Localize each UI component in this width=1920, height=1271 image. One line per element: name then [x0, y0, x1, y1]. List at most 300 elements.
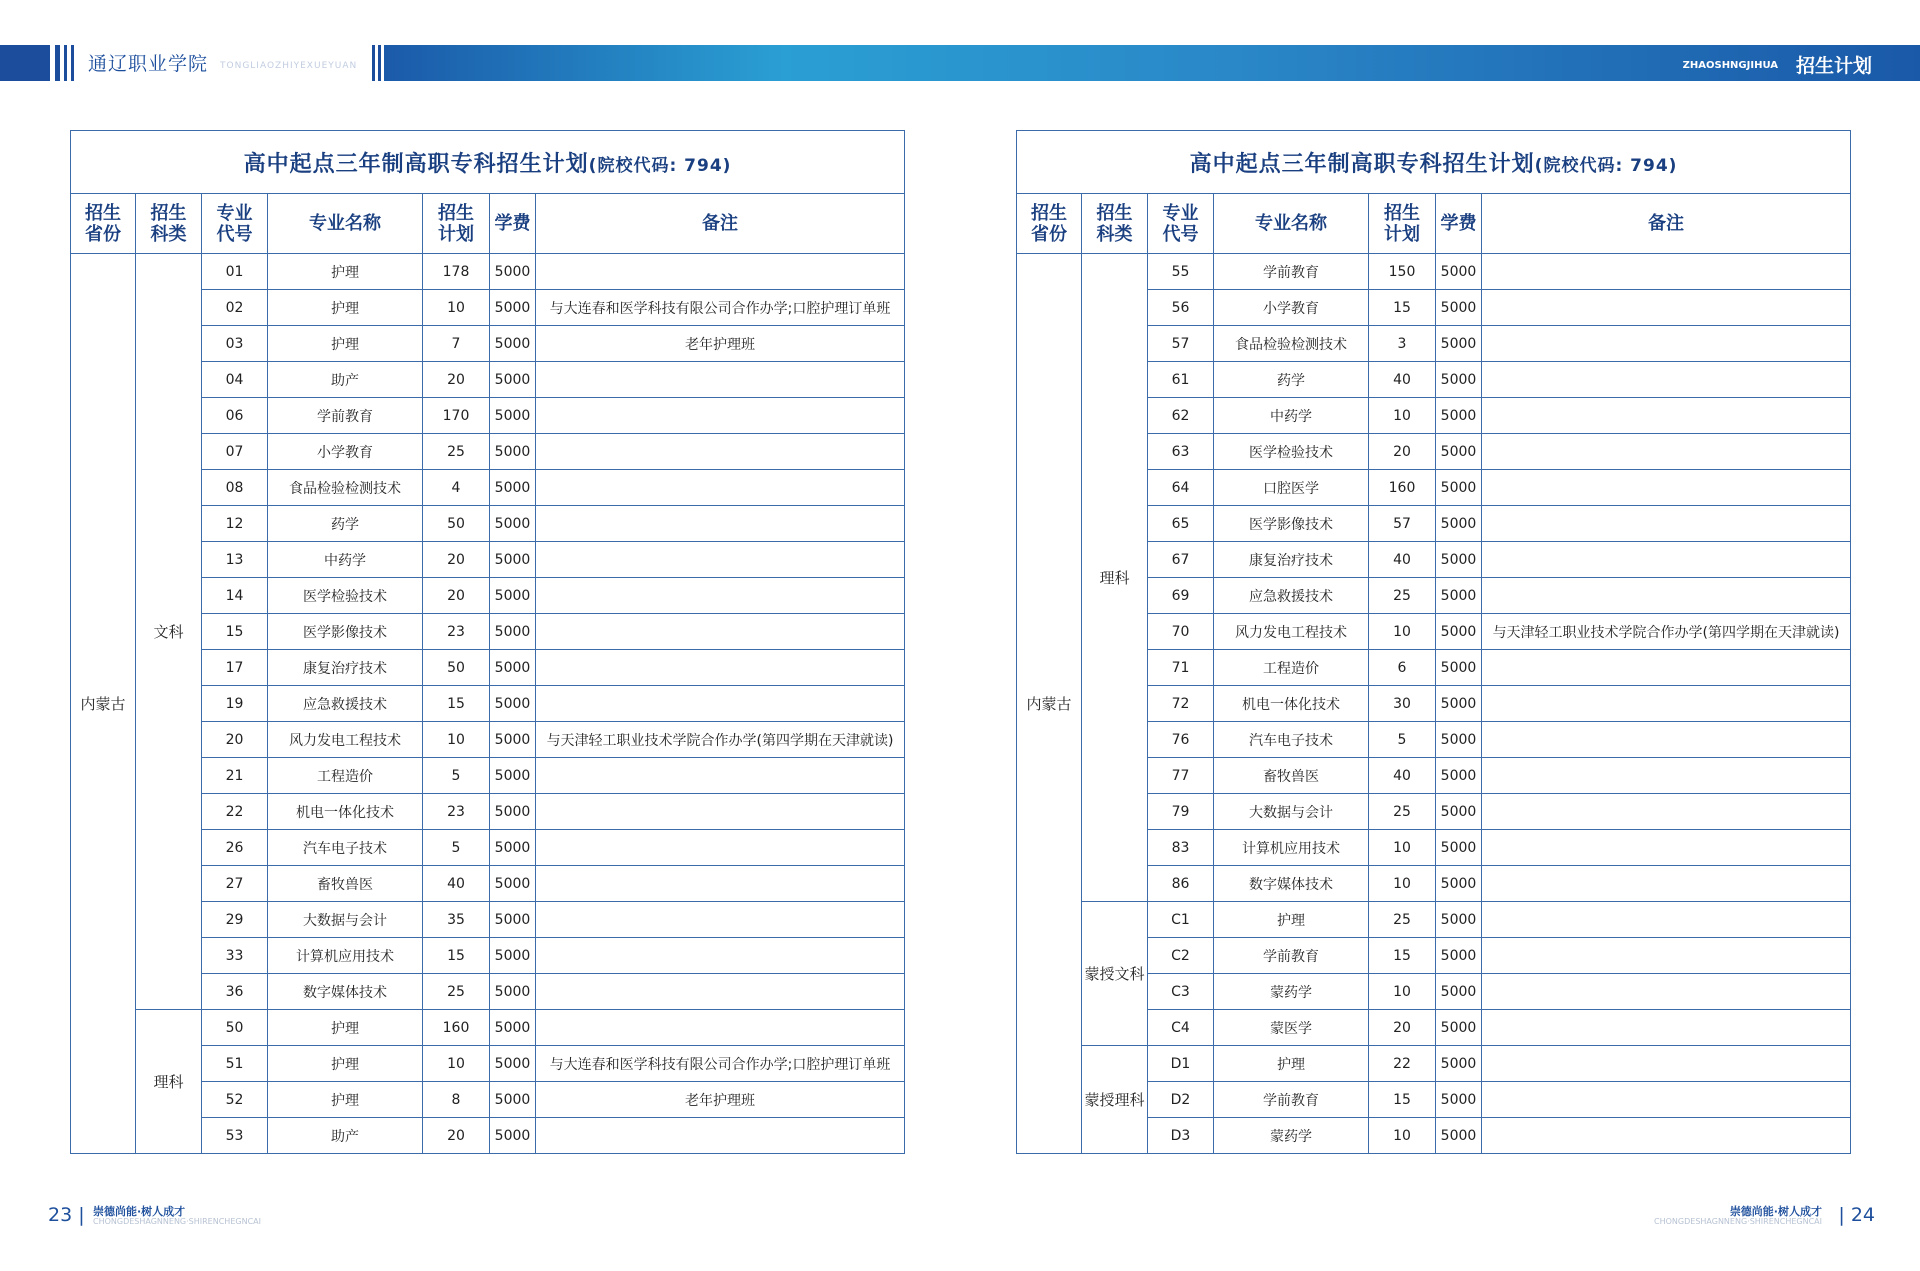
fee-cell: 5000	[1436, 470, 1482, 506]
col-header-major-name: 专业名称	[1214, 194, 1369, 254]
major-code-cell: 61	[1148, 362, 1214, 398]
fee-cell: 5000	[490, 974, 536, 1010]
major-code-cell: 72	[1148, 686, 1214, 722]
major-name-cell: 风力发电工程技术	[1214, 614, 1369, 650]
note-cell: 老年护理班	[536, 326, 905, 362]
table-title	[71, 131, 905, 194]
major-code-cell: 56	[1148, 290, 1214, 326]
major-name-cell: 护理	[268, 290, 423, 326]
plan-cell: 20	[423, 542, 490, 578]
left-table-body	[71, 254, 905, 1154]
note-cell	[1482, 1082, 1851, 1118]
col-header-category: 招生 科类	[136, 194, 202, 254]
note-cell	[1482, 254, 1851, 290]
slogan-right: 崇德尚能·树人成才	[1729, 1205, 1822, 1218]
fee-cell: 5000	[490, 506, 536, 542]
major-code-cell: 69	[1148, 578, 1214, 614]
plan-cell: 20	[1369, 434, 1436, 470]
note-cell	[1482, 722, 1851, 758]
major-code-cell: 36	[202, 974, 268, 1010]
col-header-fee: 学费	[1436, 194, 1482, 254]
major-name-cell: 学前教育	[1214, 1082, 1369, 1118]
major-name-cell: 蒙药学	[1214, 1118, 1369, 1154]
note-cell	[536, 578, 905, 614]
major-code-cell: 01	[202, 254, 268, 290]
note-cell	[1482, 1010, 1851, 1046]
note-cell	[536, 650, 905, 686]
note-cell	[1482, 974, 1851, 1010]
major-code-cell: 86	[1148, 866, 1214, 902]
fee-cell: 5000	[1436, 866, 1482, 902]
table-row	[71, 254, 905, 290]
major-name-cell: 风力发电工程技术	[268, 722, 423, 758]
note-cell	[536, 1118, 905, 1154]
plan-cell: 15	[1369, 1082, 1436, 1118]
fee-cell: 5000	[490, 254, 536, 290]
fee-cell: 5000	[490, 398, 536, 434]
major-name-cell: 畜牧兽医	[1214, 758, 1369, 794]
note-cell	[1482, 650, 1851, 686]
major-name-cell: 汽车电子技术	[268, 830, 423, 866]
plan-cell: 10	[423, 290, 490, 326]
plan-cell: 25	[1369, 794, 1436, 830]
major-name-cell: 应急救援技术	[268, 686, 423, 722]
major-code-cell: 67	[1148, 542, 1214, 578]
plan-cell: 50	[423, 650, 490, 686]
major-code-cell: D3	[1148, 1118, 1214, 1154]
plan-cell: 40	[1369, 758, 1436, 794]
note-cell	[1482, 290, 1851, 326]
major-name-cell: 蒙医学	[1214, 1010, 1369, 1046]
major-code-cell: 06	[202, 398, 268, 434]
major-code-cell: D1	[1148, 1046, 1214, 1082]
major-code-cell: 83	[1148, 830, 1214, 866]
plan-cell: 20	[1369, 1010, 1436, 1046]
fee-cell: 5000	[1436, 1082, 1482, 1118]
major-name-cell: 食品检验检测技术	[268, 470, 423, 506]
slogan-pinyin-left: CHONGDESHAGNNENG·SHIRENCHEGNCAI	[93, 1217, 261, 1226]
left-plan-table	[70, 130, 905, 1154]
major-code-cell: 03	[202, 326, 268, 362]
plan-cell: 30	[1369, 686, 1436, 722]
fee-cell: 5000	[1436, 650, 1482, 686]
note-cell	[536, 254, 905, 290]
plan-cell: 7	[423, 326, 490, 362]
note-cell	[1482, 686, 1851, 722]
note-cell	[536, 866, 905, 902]
plan-cell: 15	[1369, 938, 1436, 974]
fee-cell: 5000	[490, 794, 536, 830]
major-name-cell: 药学	[1214, 362, 1369, 398]
major-name-cell: 口腔医学	[1214, 470, 1369, 506]
note-cell	[536, 974, 905, 1010]
major-code-cell: 15	[202, 614, 268, 650]
table-title-text: 高中起点三年制高职专科招生计划	[243, 151, 589, 177]
note-cell	[536, 542, 905, 578]
fee-cell: 5000	[1436, 506, 1482, 542]
major-code-cell: 21	[202, 758, 268, 794]
major-name-cell: 食品检验检测技术	[1214, 326, 1369, 362]
major-code-cell: 55	[1148, 254, 1214, 290]
table-title-text: 高中起点三年制高职专科招生计划	[1189, 151, 1535, 177]
major-name-cell: 医学检验技术	[268, 578, 423, 614]
major-name-cell: 应急救援技术	[1214, 578, 1369, 614]
fee-cell: 5000	[1436, 722, 1482, 758]
fee-cell: 5000	[490, 542, 536, 578]
note-cell	[536, 470, 905, 506]
major-name-cell: 大数据与会计	[268, 902, 423, 938]
plan-cell: 57	[1369, 506, 1436, 542]
major-code-cell: 02	[202, 290, 268, 326]
table-row	[1017, 902, 1851, 938]
col-header-province: 招生 省份	[1017, 194, 1082, 254]
plan-cell: 40	[1369, 542, 1436, 578]
fee-cell: 5000	[490, 938, 536, 974]
header-left-bar	[0, 45, 50, 81]
plan-cell: 20	[423, 578, 490, 614]
col-header-plan: 招生 计划	[423, 194, 490, 254]
note-cell	[1482, 542, 1851, 578]
header-band	[0, 45, 1920, 81]
header-stripe	[64, 45, 67, 81]
note-cell	[536, 902, 905, 938]
major-name-cell: 工程造价	[1214, 650, 1369, 686]
fee-cell: 5000	[490, 686, 536, 722]
major-code-cell: 27	[202, 866, 268, 902]
plan-cell: 50	[423, 506, 490, 542]
major-name-cell: 机电一体化技术	[1214, 686, 1369, 722]
plan-cell: 6	[1369, 650, 1436, 686]
major-code-cell: 64	[1148, 470, 1214, 506]
fee-cell: 5000	[1436, 902, 1482, 938]
slogan-left: 崇德尚能·树人成才	[93, 1205, 186, 1218]
fee-cell: 5000	[490, 1118, 536, 1154]
major-code-cell: 26	[202, 830, 268, 866]
plan-cell: 15	[423, 938, 490, 974]
major-code-cell: 13	[202, 542, 268, 578]
major-name-cell: 小学教育	[1214, 290, 1369, 326]
section-title: 招生计划	[1795, 55, 1872, 77]
plan-cell: 8	[423, 1082, 490, 1118]
note-cell	[536, 434, 905, 470]
plan-cell: 23	[423, 794, 490, 830]
major-name-cell: 护理	[268, 1010, 423, 1046]
note-cell	[1482, 938, 1851, 974]
plan-cell: 150	[1369, 254, 1436, 290]
fee-cell: 5000	[1436, 614, 1482, 650]
fee-cell: 5000	[1436, 974, 1482, 1010]
note-cell	[536, 830, 905, 866]
plan-cell: 10	[423, 722, 490, 758]
fee-cell: 5000	[1436, 758, 1482, 794]
fee-cell: 5000	[490, 650, 536, 686]
plan-cell: 10	[1369, 614, 1436, 650]
major-code-cell: C4	[1148, 1010, 1214, 1046]
major-name-cell: 护理	[1214, 1046, 1369, 1082]
note-cell	[536, 686, 905, 722]
category-cell: 理科	[1082, 254, 1148, 902]
fee-cell: 5000	[490, 434, 536, 470]
major-name-cell: 医学检验技术	[1214, 434, 1369, 470]
note-cell	[1482, 506, 1851, 542]
major-name-cell: 计算机应用技术	[268, 938, 423, 974]
fee-cell: 5000	[490, 722, 536, 758]
major-code-cell: 71	[1148, 650, 1214, 686]
major-name-cell: 药学	[268, 506, 423, 542]
col-header-note: 备注	[536, 194, 905, 254]
major-name-cell: 医学影像技术	[1214, 506, 1369, 542]
col-header-note: 备注	[1482, 194, 1851, 254]
major-name-cell: 中药学	[268, 542, 423, 578]
fee-cell: 5000	[1436, 1046, 1482, 1082]
province-cell: 内蒙古	[71, 254, 136, 1154]
note-cell: 与天津轻工职业技术学院合作办学(第四学期在天津就读)	[1482, 614, 1851, 650]
plan-cell: 5	[1369, 722, 1436, 758]
major-code-cell: 29	[202, 902, 268, 938]
page-number-value: 24	[1850, 1204, 1875, 1226]
fee-cell: 5000	[1436, 830, 1482, 866]
major-code-cell: 63	[1148, 434, 1214, 470]
col-header-category: 招生 科类	[1082, 194, 1148, 254]
major-name-cell: 汽车电子技术	[1214, 722, 1369, 758]
plan-cell: 10	[1369, 1118, 1436, 1154]
major-name-cell: 计算机应用技术	[1214, 830, 1369, 866]
plan-cell: 3	[1369, 326, 1436, 362]
page-number-right: | 24	[1838, 1204, 1875, 1226]
note-cell: 与大连春和医学科技有限公司合作办学;口腔护理订单班	[536, 1046, 905, 1082]
school-code: (院校代码: 794)	[588, 155, 732, 176]
major-code-cell: 50	[202, 1010, 268, 1046]
header-stripe	[71, 45, 74, 81]
major-code-cell: 62	[1148, 398, 1214, 434]
col-header-fee: 学费	[490, 194, 536, 254]
major-code-cell: 77	[1148, 758, 1214, 794]
fee-cell: 5000	[1436, 686, 1482, 722]
major-name-cell: 大数据与会计	[1214, 794, 1369, 830]
plan-cell: 5	[423, 758, 490, 794]
left-table-panel	[70, 130, 905, 1154]
note-cell	[536, 938, 905, 974]
major-code-cell: 07	[202, 434, 268, 470]
slogan-pinyin-right: CHONGDESHAGNNENG·SHIRENCHEGNCAI	[1654, 1217, 1822, 1226]
note-cell: 与天津轻工职业技术学院合作办学(第四学期在天津就读)	[536, 722, 905, 758]
school-code: (院校代码: 794)	[1534, 155, 1678, 176]
col-header-major-name: 专业名称	[268, 194, 423, 254]
fee-cell: 5000	[1436, 254, 1482, 290]
school-pinyin: TONGLIAOZHIYEXUEYUAN	[220, 61, 358, 71]
fee-cell: 5000	[490, 470, 536, 506]
plan-cell: 40	[423, 866, 490, 902]
plan-cell: 15	[423, 686, 490, 722]
major-code-cell: 76	[1148, 722, 1214, 758]
major-code-cell: 51	[202, 1046, 268, 1082]
plan-cell: 10	[1369, 398, 1436, 434]
plan-cell: 25	[423, 974, 490, 1010]
fee-cell: 5000	[490, 326, 536, 362]
page-number-left: 23 |	[48, 1204, 85, 1226]
plan-cell: 10	[1369, 974, 1436, 1010]
note-cell	[536, 506, 905, 542]
fee-cell: 5000	[490, 578, 536, 614]
fee-cell: 5000	[1436, 542, 1482, 578]
major-code-cell: 79	[1148, 794, 1214, 830]
major-name-cell: 学前教育	[1214, 938, 1369, 974]
fee-cell: 5000	[490, 1010, 536, 1046]
fee-cell: 5000	[1436, 578, 1482, 614]
note-cell	[1482, 1118, 1851, 1154]
category-cell: 蒙授文科	[1082, 902, 1148, 1046]
note-cell	[1482, 470, 1851, 506]
major-name-cell: 康复治疗技术	[1214, 542, 1369, 578]
fee-cell: 5000	[1436, 326, 1482, 362]
major-code-cell: 52	[202, 1082, 268, 1118]
header-stripe	[372, 45, 375, 81]
fee-cell: 5000	[490, 1046, 536, 1082]
fee-cell: 5000	[490, 830, 536, 866]
fee-cell: 5000	[490, 290, 536, 326]
major-code-cell: 17	[202, 650, 268, 686]
major-code-cell: C3	[1148, 974, 1214, 1010]
fee-cell: 5000	[490, 362, 536, 398]
plan-cell: 170	[423, 398, 490, 434]
major-code-cell: 22	[202, 794, 268, 830]
plan-cell: 10	[1369, 866, 1436, 902]
plan-cell: 160	[423, 1010, 490, 1046]
major-code-cell: 20	[202, 722, 268, 758]
note-cell	[1482, 398, 1851, 434]
plan-cell: 25	[1369, 902, 1436, 938]
right-table-panel	[1016, 130, 1851, 1154]
major-code-cell: 53	[202, 1118, 268, 1154]
school-name: 通辽职业学院	[88, 53, 209, 75]
plan-cell: 15	[1369, 290, 1436, 326]
plan-cell: 160	[1369, 470, 1436, 506]
note-cell	[1482, 578, 1851, 614]
plan-cell: 23	[423, 614, 490, 650]
major-code-cell: 19	[202, 686, 268, 722]
province-cell: 内蒙古	[1017, 254, 1082, 1154]
category-cell: 理科	[136, 1010, 202, 1154]
major-name-cell: 机电一体化技术	[268, 794, 423, 830]
right-plan-table	[1016, 130, 1851, 1154]
table-row	[1017, 1046, 1851, 1082]
fee-cell: 5000	[1436, 794, 1482, 830]
note-cell	[536, 614, 905, 650]
major-code-cell: 12	[202, 506, 268, 542]
fee-cell: 5000	[1436, 398, 1482, 434]
plan-cell: 35	[423, 902, 490, 938]
plan-cell: 25	[423, 434, 490, 470]
header-stripe	[55, 45, 60, 81]
fee-cell: 5000	[1436, 290, 1482, 326]
category-cell: 蒙授理科	[1082, 1046, 1148, 1154]
fee-cell: 5000	[490, 614, 536, 650]
major-name-cell: 小学教育	[268, 434, 423, 470]
note-cell	[1482, 362, 1851, 398]
section-pinyin: ZHAOSHNGJIHUA	[1682, 60, 1778, 71]
fee-cell: 5000	[490, 902, 536, 938]
note-cell	[1482, 866, 1851, 902]
plan-cell: 10	[1369, 830, 1436, 866]
major-code-cell: 04	[202, 362, 268, 398]
note-cell	[536, 794, 905, 830]
plan-cell: 22	[1369, 1046, 1436, 1082]
major-code-cell: C2	[1148, 938, 1214, 974]
major-code-cell: 33	[202, 938, 268, 974]
major-name-cell: 工程造价	[268, 758, 423, 794]
major-name-cell: 畜牧兽医	[268, 866, 423, 902]
note-cell	[536, 758, 905, 794]
plan-cell: 178	[423, 254, 490, 290]
major-code-cell: 70	[1148, 614, 1214, 650]
col-header-plan: 招生 计划	[1369, 194, 1436, 254]
major-code-cell: D2	[1148, 1082, 1214, 1118]
plan-cell: 5	[423, 830, 490, 866]
major-name-cell: 中药学	[1214, 398, 1369, 434]
major-code-cell: 57	[1148, 326, 1214, 362]
note-cell	[1482, 902, 1851, 938]
plan-cell: 40	[1369, 362, 1436, 398]
fee-cell: 5000	[490, 758, 536, 794]
note-cell	[1482, 1046, 1851, 1082]
note-cell	[536, 1010, 905, 1046]
major-name-cell: 护理	[1214, 902, 1369, 938]
fee-cell: 5000	[490, 866, 536, 902]
table-title	[1017, 131, 1851, 194]
major-name-cell: 数字媒体技术	[268, 974, 423, 1010]
plan-cell: 20	[423, 362, 490, 398]
major-name-cell: 护理	[268, 326, 423, 362]
major-name-cell: 助产	[268, 1118, 423, 1154]
major-name-cell: 蒙药学	[1214, 974, 1369, 1010]
note-cell: 与大连春和医学科技有限公司合作办学;口腔护理订单班	[536, 290, 905, 326]
fee-cell: 5000	[1436, 1010, 1482, 1046]
plan-cell: 4	[423, 470, 490, 506]
right-table-body	[1017, 254, 1851, 1154]
fee-cell: 5000	[1436, 938, 1482, 974]
major-name-cell: 学前教育	[268, 398, 423, 434]
note-cell	[1482, 758, 1851, 794]
note-cell: 老年护理班	[536, 1082, 905, 1118]
note-cell	[536, 362, 905, 398]
major-name-cell: 康复治疗技术	[268, 650, 423, 686]
page-number-value: 23	[48, 1204, 73, 1226]
col-header-major-code: 专业 代号	[1148, 194, 1214, 254]
major-code-cell: 65	[1148, 506, 1214, 542]
major-code-cell: 08	[202, 470, 268, 506]
major-code-cell: 14	[202, 578, 268, 614]
col-header-major-code: 专业 代号	[202, 194, 268, 254]
col-header-province: 招生 省份	[71, 194, 136, 254]
plan-cell: 25	[1369, 578, 1436, 614]
major-name-cell: 护理	[268, 254, 423, 290]
note-cell	[1482, 830, 1851, 866]
major-name-cell: 数字媒体技术	[1214, 866, 1369, 902]
note-cell	[1482, 794, 1851, 830]
category-cell: 文科	[136, 254, 202, 1010]
plan-cell: 20	[423, 1118, 490, 1154]
note-cell	[536, 398, 905, 434]
fee-cell: 5000	[1436, 434, 1482, 470]
plan-cell: 10	[423, 1046, 490, 1082]
fee-cell: 5000	[490, 1082, 536, 1118]
fee-cell: 5000	[1436, 1118, 1482, 1154]
note-cell	[1482, 434, 1851, 470]
major-name-cell: 医学影像技术	[268, 614, 423, 650]
major-code-cell: C1	[1148, 902, 1214, 938]
header-stripe	[378, 45, 381, 81]
table-row	[1017, 254, 1851, 290]
